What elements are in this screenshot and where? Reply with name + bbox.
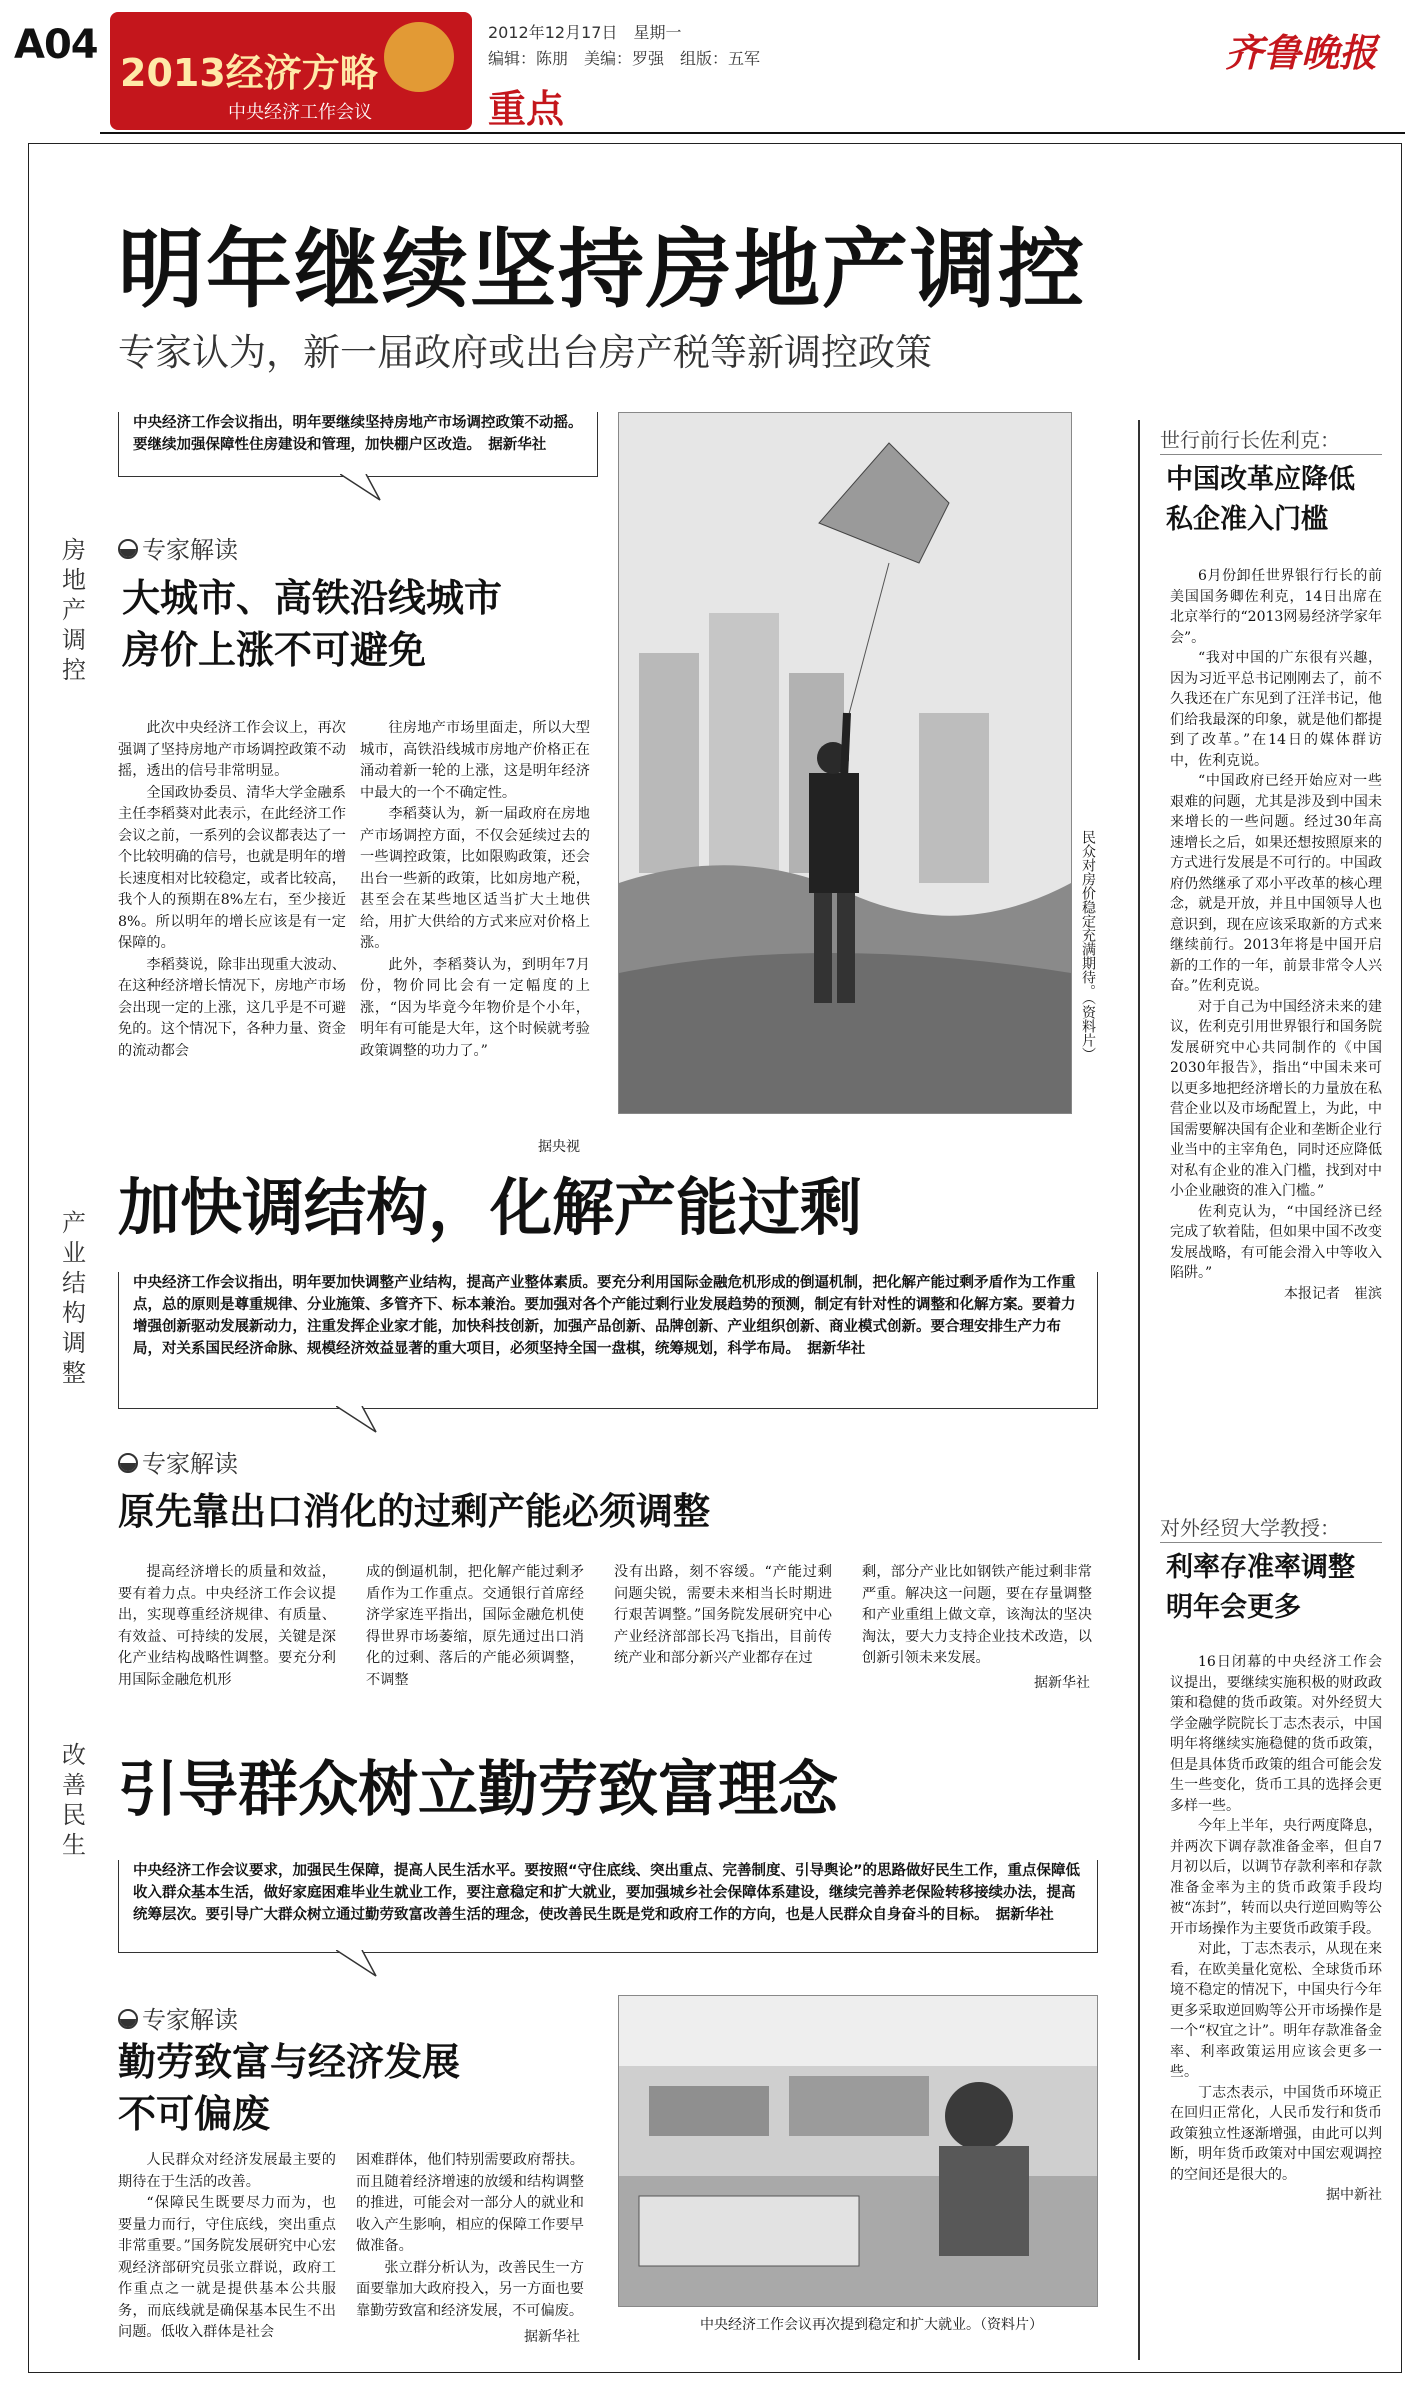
article-3-title-line2: 不可偏废 [118, 2092, 271, 2136]
sidebar-1-paragraph: 对于自己为中国经济未来的建议，佐利克引用世界银行和国务院发展研究中心共同制作的《中国2030年报告》，指出“中国未来可以更多地把经济增长的力量放在私营企业以及市场配置上，为此，中国需要解决国有企业和垄断企业行业当中的主宰角色，同时还应降低对私有企业的准入门槛，找到对中小企业融资的准入门槛。” [1170, 998, 1382, 1199]
photo-3-caption: 中央经济工作会议再次提到稳定和扩大就业。（资料片） [700, 2317, 1043, 2333]
kicker-2-text: 专家解读 [142, 1450, 238, 1478]
article-3-paragraph: 困难群体，他们特别需要政府帮扶。而且随着经济增速的放缓和结构调整的推进，可能会对一部分人的就业和收入产生影响，相应的保障工作要早做准备。 [356, 2152, 584, 2254]
sidebar-1-paragraph: “中国政府已经开始应对一些艰难的问题，尤其是涉及到中国未来增长的一些问题。经过30年高速增长之后，如果还想按照原来的方式进行发展是不可行的。中国政府仍然继承了邓小平改革的核心理念，就是开放，并且中国领导人也意识到，现在应该采取新的方式来继续前行。2013年将是中国开启新的工作的一年，前景非常令人兴奋。”佐利克说。 [1170, 773, 1382, 994]
article-2-subtitle: 原先靠出口消化的过剩产能必须调整 [118, 1490, 710, 1533]
article-2-col1 [118, 1562, 336, 1691]
article-2-paragraph: 剩，部分产业比如钢铁产能过剩非常严重。解决这一问题，要在存量调整和产业重组上做文章，该淘汰的坚决淘汰，要大力支持企业技术改造，以创新引领未来发展。 [862, 1564, 1092, 1666]
article-1-title [122, 572, 502, 676]
lead-pointer-3 [336, 1950, 396, 1980]
article-1-paragraph: 往房地产市场里面走，所以大型城市，高铁沿线城市房地产价格正在涌动着新一轮的上涨，这是明年经济中最大的一个不确定性。 [360, 720, 590, 801]
page-number: A04 [14, 22, 98, 68]
section-banner [110, 12, 472, 130]
kite-photo [618, 412, 1072, 1114]
lead-box-2 [118, 1272, 1098, 1409]
article-3-col2 [356, 2150, 584, 2322]
sidebar-2-paragraph: 对此，丁志杰表示，从现在来看，在欧美量化宽松、全球货币环境不稳定的情况下，中国央行今年更多采取逆回购等公开市场操作是一个“权宜之计”。明年存款准备金率、利率政策运用应该会更多一些。 [1170, 1941, 1382, 2080]
sidebar-1-paragraph: 6月份卸任世界银行行长的前美国国务卿佐利克，14日出席在北京举行的“2013网易经济学家年会”。 [1170, 568, 1382, 646]
article-3-paragraph: 人民群众对经济发展最主要的期待在于生活的改善。 [118, 2152, 336, 2190]
article-2-paragraph: 没有出路，刻不容缓。“产能过剩问题尖锐，需要未来相当长时期进行艰苦调整。”国务院发展研究中心产业经济部部长冯飞指出，目前传统产业和部分新兴产业都存在过 [614, 1564, 832, 1666]
kicker-circle-icon [118, 1453, 138, 1473]
lead-pointer-2 [336, 1406, 396, 1436]
sidebar-1-header: 世行前行长佐利克： [1160, 428, 1340, 452]
lead-box-3 [118, 1860, 1098, 1953]
emblem-icon [384, 22, 454, 92]
lead-3: 中央经济工作会议要求，加强民生保障，提高人民生活水平。要按照“守住底线、突出重点、完善制度、引导舆论”的思路做好民生工作，重点保障低收入群众基本生活，做好家庭困难毕业生就业工作，要注意稳定和扩大就业，要加强城乡社会保障体系建设，继续完善养老保险转移接续办法，提高统筹层次。要引导广大群众树立通过勤劳致富改善生活的理念，使改善民生既是党和政府工作的方向，也是人民群众自身奋斗的目标。 据新华社 [133, 1863, 1081, 1923]
sidebar-2-paragraph: 今年上半年，央行两度降息，并两次下调存款准备金率，但自7月初以后，以调节存款利率和存款准备金率为主的货币政策手段均被“冻封”，转而以央行逆回购等公开市场操作为主要货币政策手段。 [1170, 1818, 1382, 1937]
side-label-industry: 产业结构调整 [62, 1209, 86, 1387]
kicker-circle-icon [118, 2009, 138, 2029]
main-subheadline: 专家认为，新一届政府或出台房产税等新调控政策 [118, 331, 932, 374]
main-headline: 明年继续坚持房地产调控 [118, 220, 1086, 320]
sidebar-2-rule [1160, 1542, 1382, 1543]
kicker-3 [118, 2000, 238, 2035]
article-1-paragraph: 李稻葵认为，新一届政府在房地产市场调控方面，不仅会延续过去的一些调控政策，比如限购政策，还会出台一些新的政策，比如房地产税，甚至会在某些地区适当扩大土地供给，用扩大供给的方式来应对价格上涨。 [360, 806, 590, 951]
sidebar-1-title-line1: 中国改革应降低 [1166, 464, 1355, 495]
sidebar-1-byline: 本报记者 崔滨 [1284, 1285, 1382, 1302]
newspaper-logo: 齐鲁晚报 [1224, 30, 1377, 75]
article-2-col2 [366, 1562, 584, 1691]
article-1-source: 据央视 [538, 1139, 580, 1155]
sidebar-2-paragraph: 丁志杰表示，中国货币环境正在回归正常化，人民币发行和货币政策独立性逐渐增强，由此可以判断，明年货币政策对中国宏观调控的空间还是很大的。 [1170, 2084, 1382, 2183]
article-1-paragraph: 全国政协委员、清华大学金融系主任李稻葵对此表示，在此经济工作会议之前，一系列的会议都表达了一个比较明确的信号，也就是明年的增长速度相对比较稳定，或者比较高，我个人的预期在8%左右，至少接近8%。所以明年的增长应该是有一定保障的。 [118, 784, 346, 951]
sidebar-1-title-line2: 私企准入门槛 [1166, 504, 1328, 535]
banner-title: 2013经济方略 [120, 51, 378, 95]
article-1-title-line1: 大城市、高铁沿线城市 [122, 576, 503, 620]
factory-photo [618, 1995, 1098, 2307]
sidebar-1-paragraph: 佐利克认为，“中国经济已经完成了软着陆，但如果中国不改变发展战略，有可能会滑入中等收入陷阱。” [1170, 1203, 1382, 1281]
article-3-title [118, 2036, 460, 2140]
side-label-livelihood: 改善民生 [62, 1741, 86, 1859]
article-3-col1 [118, 2150, 336, 2344]
sidebar-2-source: 据中新社 [1326, 2187, 1382, 2203]
sidebar-1-body [1170, 566, 1382, 1304]
lead-1: 中央经济工作会议指出，明年要继续坚持房地产市场调控政策不动摇。要继续加强保障性住房建设和管理，加快棚户区改造。 据新华社 [133, 415, 583, 453]
sidebar-1-rule [1160, 454, 1382, 455]
kicker-1 [118, 530, 238, 565]
sidebar-2-title-line1: 利率存准率调整 [1166, 1552, 1355, 1583]
lead-2: 中央经济工作会议指出，明年要加快调整产业结构，提高产业整体素质。要充分利用国际金融危机形成的倒逼机制，把化解产能过剩矛盾作为工作重点，总的原则是尊重规律、分业施策、多管齐下、标本兼治。要加强对各个产能过剩行业发展趋势的预测，制定有针对性的调整和化解方案。要着力增强创新驱动发展新动力，注重发挥企业家才能，加快科技创新，加强产品创新、品牌创新、产业组织创新、商业模式创新。要合理安排生产力布局，对关系国民经济命脉、规模经济效益显著的重大项目，必须坚持全国一盘棋，统筹规划，科学布局。 据新华社 [133, 1275, 1076, 1357]
kicker-1-text: 专家解读 [142, 536, 238, 564]
masthead-rule [100, 132, 1405, 134]
article-2-paragraph: 提高经济增长的质量和效益，要有着力点。中央经济工作会议提出，实现尊重经济规律、有质量、有效益、可持续的发展，关键是深化产业结构战略性调整。要充分利用国际金融危机形 [118, 1564, 336, 1688]
sidebar-2-body [1170, 1652, 1382, 2206]
article-3-headline: 引导群众树立勤劳致富理念 [118, 1755, 838, 1825]
sidebar-1-paragraph: “我对中国的广东很有兴趣，因为习近平总书记刚刚去了，前不久我还在广东见到了汪洋书记，他们给我最深的印象，就是他们都提到了改革。”在14日的媒体群访中，佐利克说。 [1170, 650, 1382, 769]
issue-date: 2012年12月17日 星期一 [488, 23, 682, 42]
article-2-col3 [614, 1562, 832, 1670]
article-2-paragraph: 成的倒逼机制，把化解产能过剩矛盾作为工作重点。交通银行首席经济学家连平指出，国际金融危机使得世界市场萎缩，原先通过出口消化的过剩、落后的产能必须调整，不调整 [366, 1564, 584, 1688]
article-1-paragraph: 李稻葵说，除非出现重大波动、在这种经济增长情况下，房地产市场会出现一定的上涨，这几乎是不可避免的。这个情况下，各种力量、资金的流动都会 [118, 956, 346, 1059]
banner-subtitle: 中央经济工作会议 [228, 102, 372, 123]
article-1-paragraph: 此外，李稻葵认为，到明年7月份，物价同比会有一定幅度的上涨，“因为毕竟今年物价是个小年，明年有可能是大年，这个时候就考验政策调整的功力了。” [360, 956, 590, 1059]
article-1-paragraph: 此次中央经济工作会议上，再次强调了坚持房地产市场调控政策不动摇，透出的信号非常明显。 [118, 720, 346, 779]
sidebar-divider [1138, 420, 1140, 2360]
article-1-title-line2: 房价上涨不可避免 [122, 628, 427, 672]
photo-1-caption: 民众对房价稳定充满期待。（资料片） [1080, 830, 1096, 1061]
article-3-title-line1: 勤劳致富与经济发展 [118, 2040, 461, 2084]
credits: 编辑：陈朋 美编：罗强 组版：五军 [488, 49, 761, 68]
article-3-paragraph: 张立群分析认为，改善民生一方面要靠加大政府投入，另一方面也要靠勤劳致富和经济发展，不可偏废。 [356, 2259, 584, 2319]
article-3-source: 据新华社 [524, 2329, 580, 2345]
lead-box-1 [118, 412, 598, 477]
article-3-paragraph: “保障民生既要尽力而为，也要量力而行，守住底线，突出重点非常重要。”国务院发展研究中心宏观经济部研究员张立群说，政府工作重点之一就是提供基本公共服务，而底线就是确保基本民生不出问题。低收入群体是社会 [118, 2195, 336, 2340]
article-1-col2 [360, 718, 590, 1062]
sidebar-2-header: 对外经贸大学教授： [1160, 1516, 1340, 1540]
sidebar-2-paragraph: 16日闭幕的中央经济工作会议提出，要继续实施积极的财政政策和稳健的货币政策。对外经贸大学金融学院院长丁志杰表示，中国明年将继续实施稳健的货币政策，但是具体货币政策的组合可能会发生一些变化，货币工具的选择会更多样一些。 [1170, 1654, 1382, 1814]
article-1-col1 [118, 718, 346, 1062]
sidebar-2-title-line2: 明年会更多 [1166, 1592, 1301, 1623]
kicker-3-text: 专家解读 [142, 2006, 238, 2034]
sidebar-1-title [1166, 460, 1355, 540]
factory-photo-illustration [619, 1996, 1097, 2306]
article-2-headline: 加快调结构，化解产能过剩 [118, 1171, 863, 1244]
sidebar-2-title [1166, 1548, 1355, 1628]
lead-pointer-1 [340, 474, 400, 504]
article-2-source: 据新华社 [1034, 1675, 1090, 1691]
section-label: 重点 [488, 87, 565, 131]
kite-photo-illustration [619, 413, 1071, 1113]
article-2-col4 [862, 1562, 1092, 1670]
side-label-real-estate: 房地产调控 [62, 536, 86, 684]
kicker-circle-icon [118, 539, 138, 559]
kicker-2 [118, 1444, 238, 1479]
